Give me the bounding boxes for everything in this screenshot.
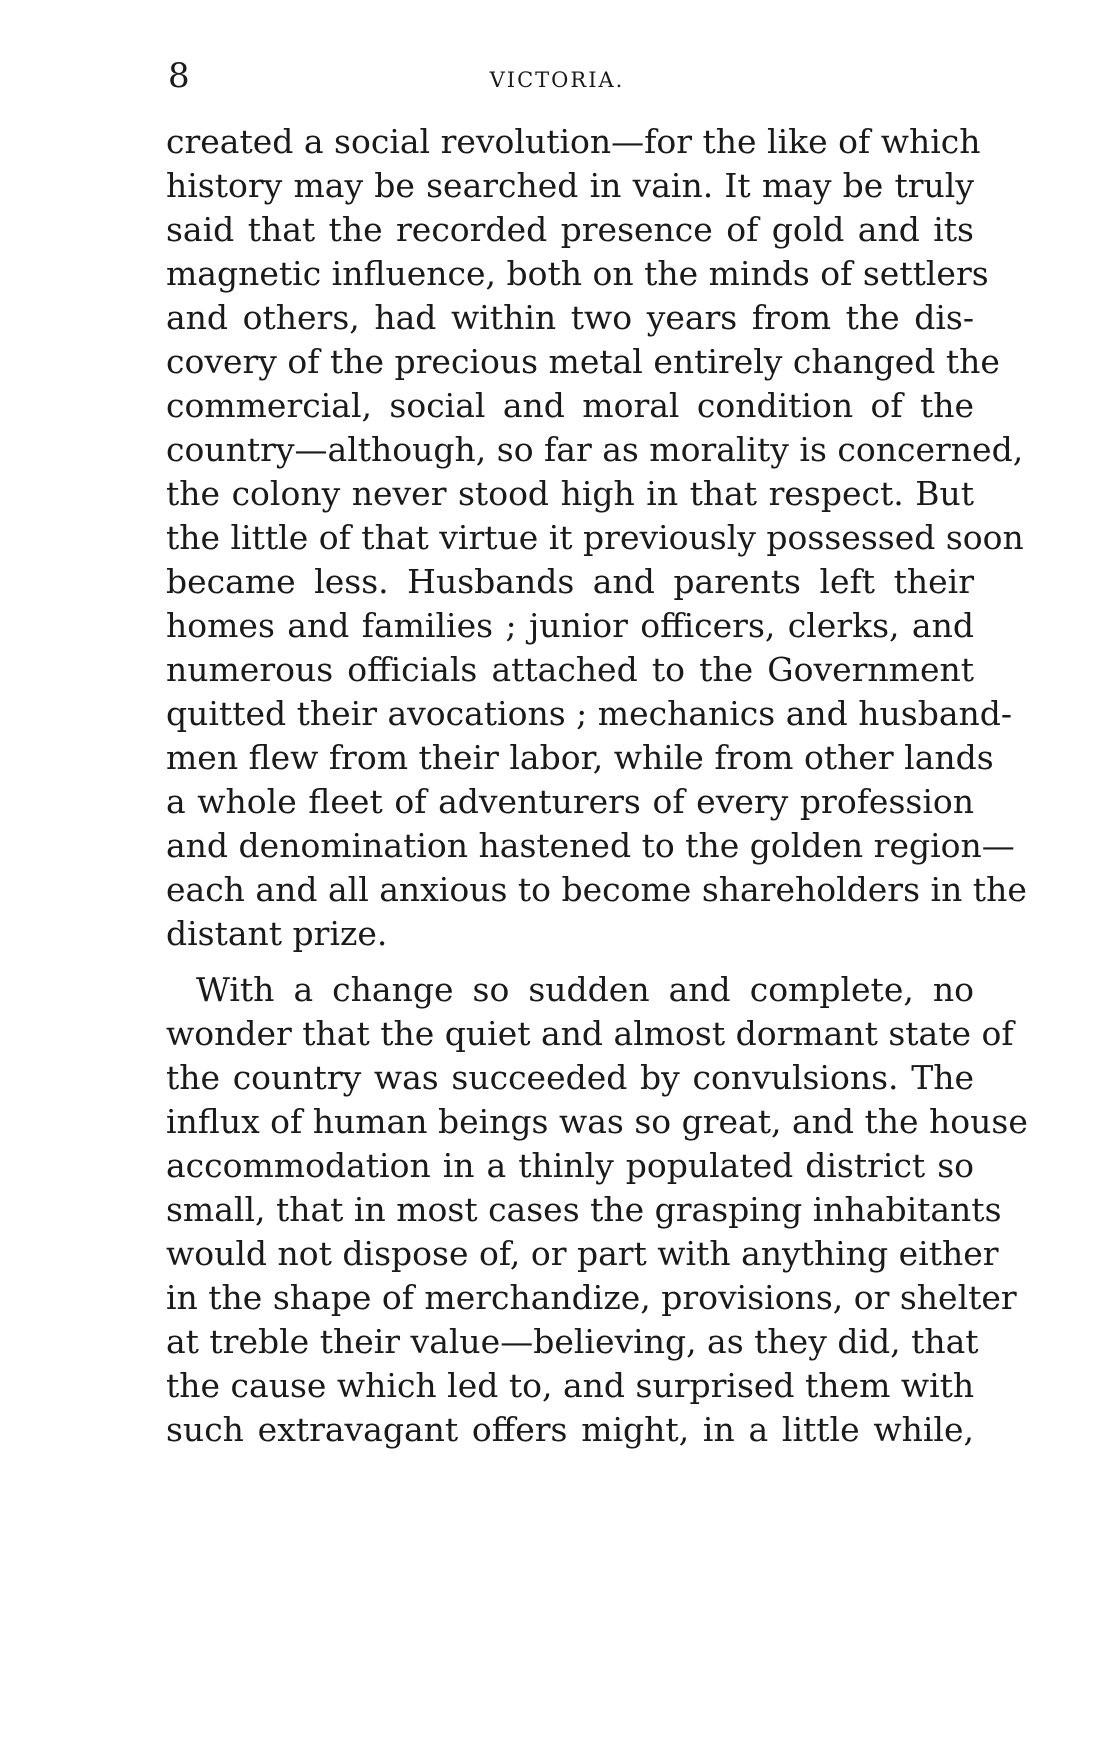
text-line: each and all anxious to become shareholders in the	[166, 870, 1027, 909]
text-line: homes and families ; junior officers, clerks, and	[166, 606, 974, 645]
page-number: 8	[168, 56, 190, 96]
text-line: the little of that virtue it previously possessed soon	[166, 518, 1024, 557]
text-line: the cause which led to, and surprised them with	[166, 1366, 975, 1405]
text-line: influx of human beings was so great, and the house	[166, 1102, 1028, 1141]
text-line: the country was succeeded by convulsions. The	[166, 1058, 974, 1097]
text-line: magnetic influence, both on the minds of settlers	[166, 254, 989, 293]
text-line: covery of the precious metal entirely changed the	[166, 342, 1000, 381]
text-line: accommodation in a thinly populated district so	[166, 1146, 974, 1185]
text-line: quitted their avocations ; mechanics and husband-	[166, 694, 1013, 733]
running-head: VICTORIA.	[489, 68, 625, 92]
text-line: wonder that the quiet and almost dormant state of	[166, 1014, 1014, 1053]
text-line: country—although, so far as morality is concerned,	[166, 430, 1024, 469]
text-line: would not dispose of, or part with anything either	[166, 1234, 999, 1273]
text-line: said that the recorded presence of gold and its	[166, 210, 974, 249]
text-line: and others, had within two years from the dis-	[166, 298, 974, 337]
text-line: and denomination hastened to the golden region—	[166, 826, 1015, 865]
text-line: at treble their value—believing, as they did, that	[166, 1322, 979, 1361]
text-line: such extravagant offers might, in a little while,	[166, 1410, 974, 1449]
text-line: a whole fleet of adventurers of every profession	[166, 782, 974, 821]
text-line: created a social revolution—for the like of which	[166, 122, 981, 161]
text-line: With a change so sudden and complete, no	[196, 970, 974, 1009]
text-line: became less. Husbands and parents left their	[166, 562, 974, 601]
text-line: commercial, social and moral condition of the	[166, 386, 974, 425]
text-line: men flew from their labor, while from other lands	[166, 738, 994, 777]
text-line: small, that in most cases the grasping inhabitants	[166, 1190, 1002, 1229]
text-line: distant prize.	[166, 914, 388, 953]
text-line: the colony never stood high in that respect. But	[166, 474, 974, 513]
text-line: in the shape of merchandize, provisions, or shelter	[166, 1278, 1017, 1317]
text-line: numerous officials attached to the Government	[166, 650, 974, 689]
text-line: history may be searched in vain. It may be truly	[166, 166, 974, 205]
